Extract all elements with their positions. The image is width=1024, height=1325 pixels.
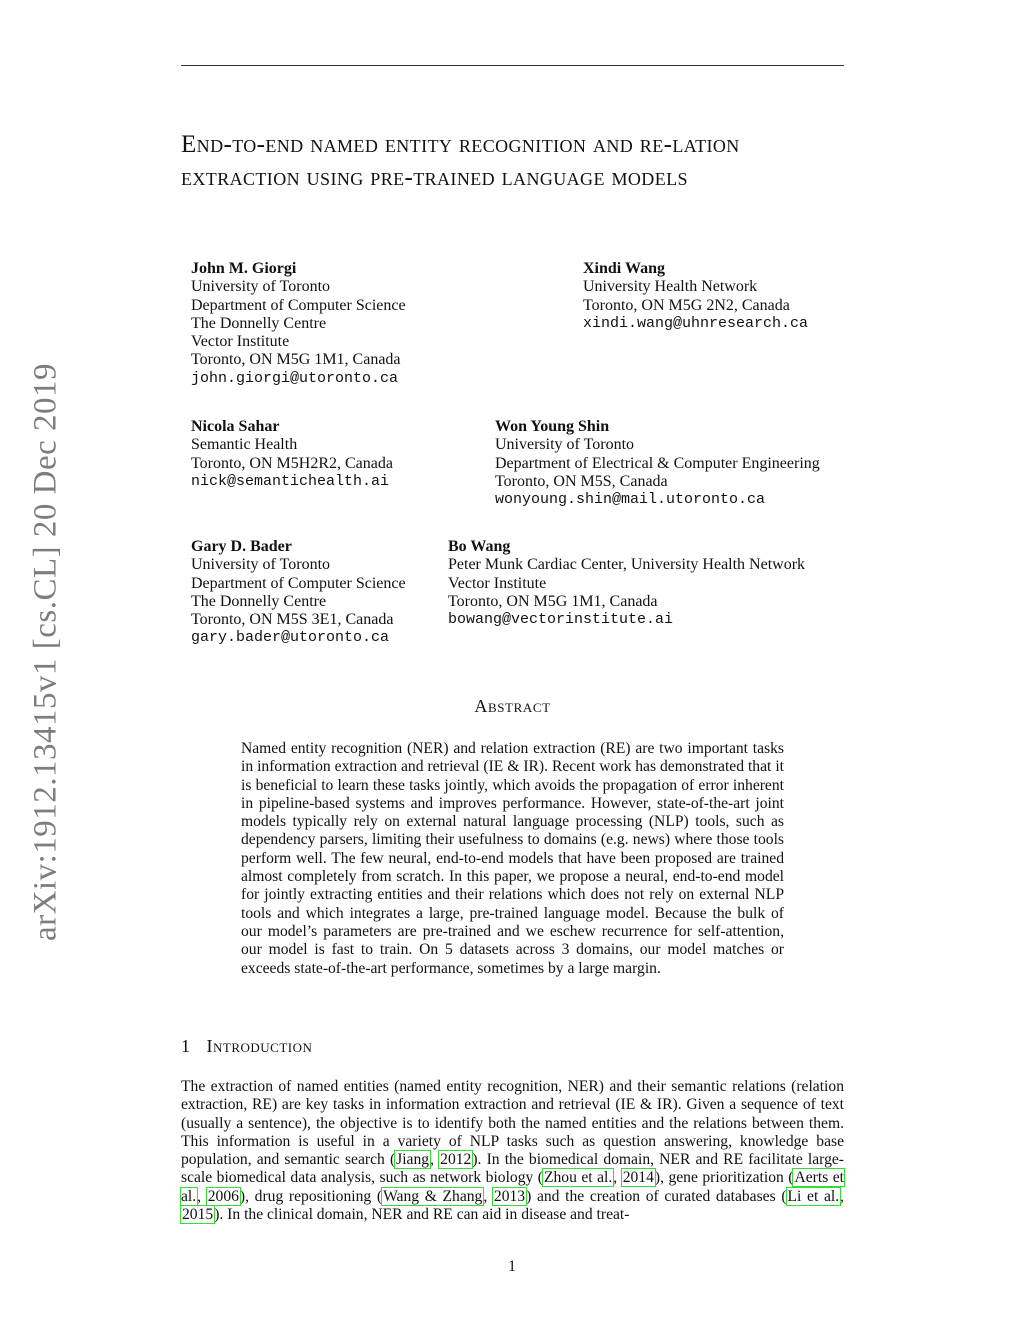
- author-block: [191, 538, 406, 648]
- intro-text: ), drug repositioning (: [239, 1187, 383, 1205]
- author-affiliation: Vector Institute: [191, 333, 290, 351]
- citation-year-link[interactable]: 2015: [182, 1206, 214, 1224]
- author-affiliation: University of Toronto: [191, 556, 331, 574]
- intro-paragraph: The extraction of named entities (named entity recognition, NER) and their semantic relations (relation extraction, RE) are key tasks in information extraction and retrieval (IE & IR). Given a sequence of text (usually a sentence), the objective is to identify both the named entities and the relations between them. This information is useful in a variety of NLP tasks such as question answering, knowledge base population, and semantic search (Jiang, 2012). In the biomedical domain, NER and RE facilitate large-scale biomedical data analysis, such as network biology (Zhou et al., 2014), gene prioritization (Aerts et al., 2006), drug repositioning (Wang & Zhang, 2013) and the creation of curated databases (Li et al., 2015). In the clinical domain, NER and RE can aid in disease and treat-: [181, 1078, 845, 1224]
- citation-year-link[interactable]: 2013: [493, 1187, 526, 1205]
- author-affiliation: Toronto, ON M5G 1M1, Canada: [448, 592, 658, 610]
- section-number: 1: [181, 1036, 191, 1056]
- author-email[interactable]: xindi.wang@uhnresearch.ca: [583, 314, 809, 332]
- citation-year-link[interactable]: 2006: [207, 1187, 239, 1205]
- intro-text: ), gene prioritization (: [654, 1169, 794, 1187]
- author-affiliation: Department of Electrical & Computer Engineering: [495, 454, 820, 472]
- author-affiliation: University of Toronto: [495, 436, 635, 454]
- author-block: [583, 260, 808, 333]
- citation-year-link[interactable]: 2012: [440, 1151, 472, 1169]
- author-affiliation: University Health Network: [583, 278, 758, 296]
- author-email[interactable]: wonyoung.shin@mail.utoronto.ca: [495, 491, 766, 509]
- page-number: 1: [508, 1258, 516, 1275]
- author-affiliation: Department of Computer Science: [191, 574, 406, 592]
- intro-text: ) and the creation of curated databases (: [526, 1187, 787, 1205]
- author-block: [191, 418, 393, 491]
- author-affiliation: The Donnelly Centre: [191, 314, 327, 332]
- author-name: Gary D. Bader: [191, 538, 292, 555]
- citation-author-link[interactable]: Aerts et al.: [181, 1169, 845, 1205]
- author-affiliation: University of Toronto: [191, 278, 331, 296]
- author-affiliation: The Donnelly Centre: [191, 592, 327, 610]
- author-email[interactable]: gary.bader@utoronto.ca: [191, 629, 390, 647]
- section-heading: [181, 1036, 312, 1057]
- author-email[interactable]: john.giorgi@utoronto.ca: [191, 369, 399, 387]
- paper-title: End-to-end named entity recognition and re-lation extraction using pre-trained language models: [181, 131, 740, 191]
- citation-author-link[interactable]: Jiang: [396, 1151, 430, 1169]
- abstract-text: Named entity recognition (NER) and relation extraction (RE) are two important tasks in information extraction and retrieval (IE & IR). Recent work has demonstrated that it is beneficial to learn these tasks jointly, which avoids the propagation of error inherent in pipeline-based systems and improves performance. However, state-of-the-art joint models typically rely on external natural language processing (NLP) tools, such as dependency parsers, limiting their usefulness to domains (e.g. news) where those tools perform well. The few neural, end-to-end models that have been proposed are trained almost completely from scratch. In this paper, we propose a neural, end-to-end model for jointly extracting entities and their relations which does not rely on external NLP tools and which integrates a large, pre-trained language model. Because the bulk of our model’s parameters are pre-trained and we eschew recurrence for self-attention, our model is fast to train. On 5 datasets across 3 domains, our model matches or exceeds state-of-the-art performance, sometimes by a large margin.: [241, 740, 784, 977]
- author-name: John M. Giorgi: [191, 260, 297, 277]
- author-block: [191, 260, 406, 388]
- author-affiliation: Toronto, ON M5G 2N2, Canada: [583, 296, 790, 314]
- author-block: [495, 418, 820, 509]
- author-name: Xindi Wang: [583, 260, 665, 277]
- author-email[interactable]: bowang@vectorinstitute.ai: [448, 611, 674, 629]
- author-affiliation: Semantic Health: [191, 436, 298, 454]
- author-name: Won Young Shin: [495, 418, 610, 435]
- citation-author-link[interactable]: Wang & Zhang: [383, 1187, 483, 1205]
- author-affiliation: Vector Institute: [448, 574, 547, 592]
- section-title: Introduction: [206, 1036, 313, 1056]
- author-affiliation: Peter Munk Cardiac Center, University Health Network: [448, 556, 806, 574]
- citation-year-link[interactable]: 2014: [622, 1169, 654, 1187]
- author-affiliation: Toronto, ON M5G 1M1, Canada: [191, 351, 401, 369]
- author-email[interactable]: nick@semantichealth.ai: [191, 472, 390, 490]
- author-affiliation: Toronto, ON M5S 3E1, Canada: [191, 611, 394, 629]
- intro-text: The extraction of named entities (named entity recognition, NER) and their semantic relations (relation extraction, RE) are key tasks in information extraction and retrieval (IE & IR). Given a sequence of text (usually a sentence), the objective is to identify both the named entities and the relations between them. This information is useful in a variety of NLP tasks such as question answering, knowledge base population, and semantic search (: [181, 1078, 844, 1169]
- abstract-heading: Abstract: [474, 696, 551, 716]
- top-rule: [181, 65, 844, 66]
- author-affiliation: Toronto, ON M5S, Canada: [495, 472, 668, 490]
- citation-author-link[interactable]: Zhou et al.: [543, 1169, 613, 1187]
- intro-text: ). In the clinical domain, NER and RE can aid in disease and treat-: [214, 1206, 630, 1224]
- author-name: Bo Wang: [448, 538, 511, 555]
- author-block: [448, 538, 805, 629]
- arxiv-identifier[interactable]: arXiv:1912.13415v1 [cs.CL] 20 Dec 2019: [27, 362, 64, 942]
- author-affiliation: Department of Computer Science: [191, 296, 406, 314]
- author-name: Nicola Sahar: [191, 418, 280, 435]
- author-affiliation: Toronto, ON M5H2R2, Canada: [191, 454, 393, 472]
- intro-text: ). In the biomedical domain, NER and RE facilitate large-scale biomedical data analysis, such as network biology (: [181, 1151, 845, 1187]
- citation-author-link[interactable]: Li et al.: [787, 1187, 840, 1205]
